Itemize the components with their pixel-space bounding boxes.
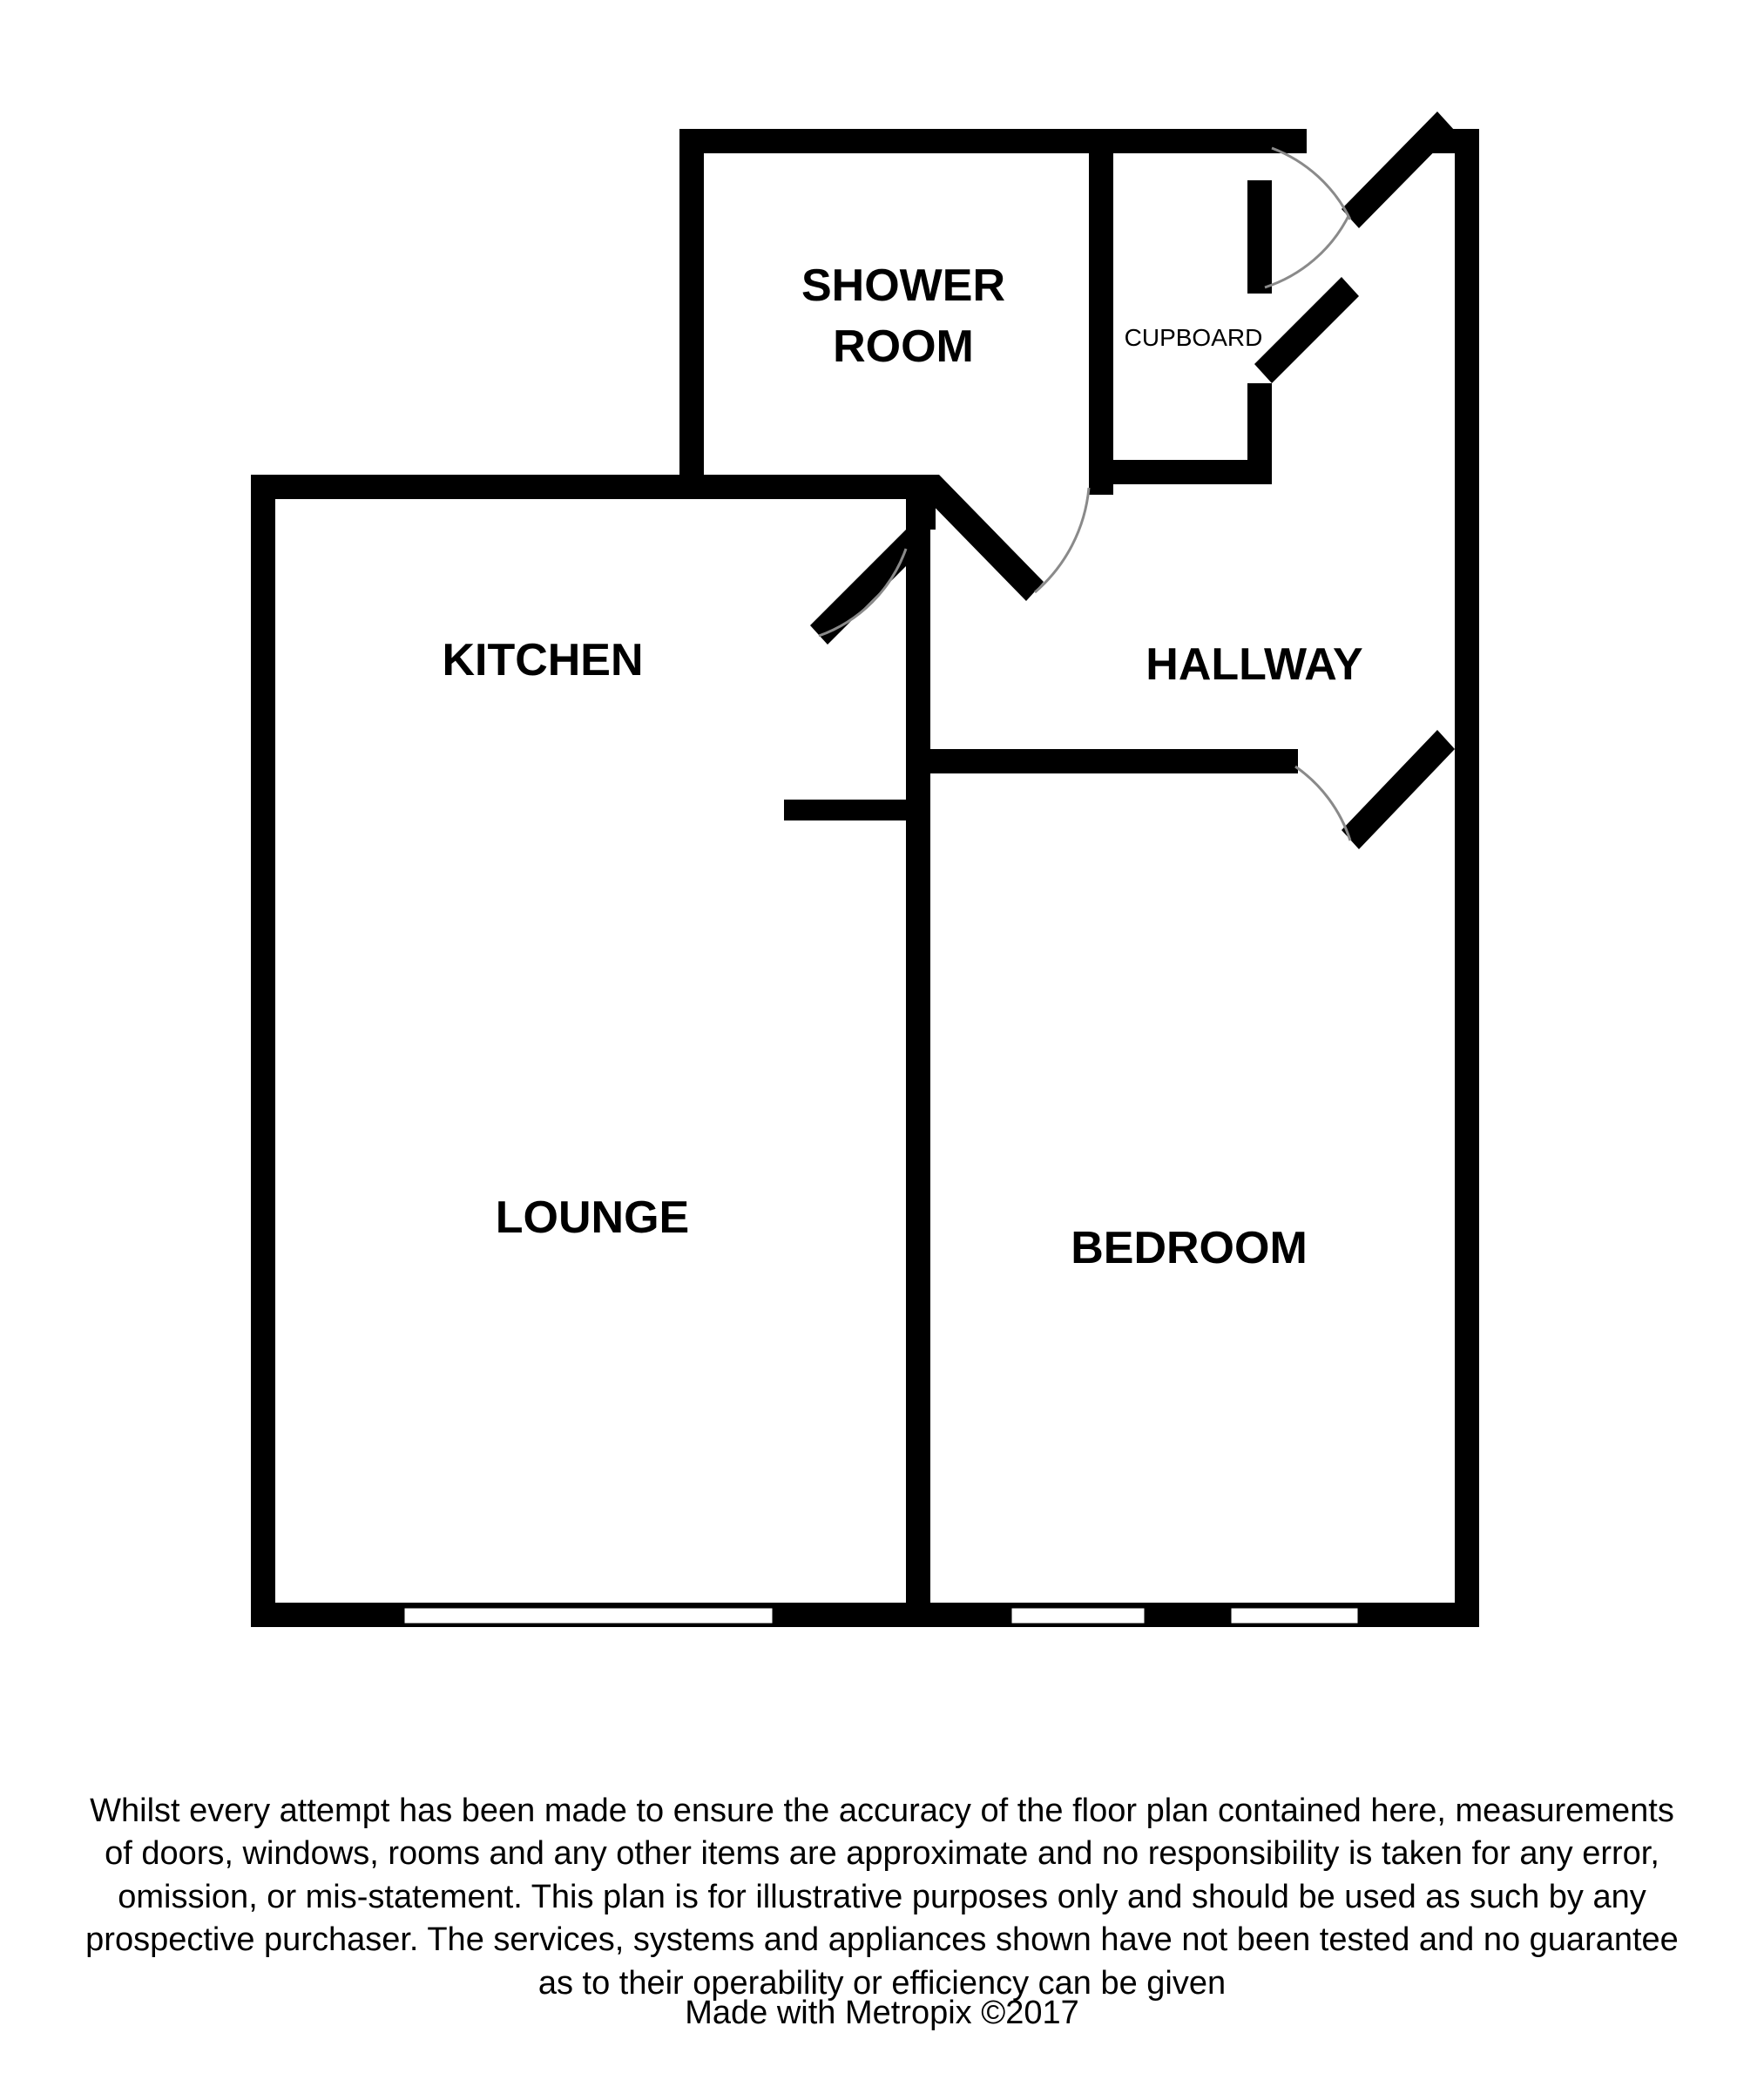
room-label-lounge: LOUNGE [495,1192,690,1243]
door-swing-cupboard [1265,216,1348,287]
wall-shower-left [679,129,704,477]
room-label-kitchen: KITCHEN [442,635,644,685]
credit-line: Made with Metropix ©2017 [685,1995,1079,2031]
disclaimer-line-4: prospective purchaser. The services, systems and appliances shown have not been tested and no guarantee [85,1921,1679,1959]
door-swing-bedroom [1295,766,1350,841]
room-label-cupboard: CUPBOARD [1124,324,1263,351]
disclaimer-line-1: Whilst every attempt has been made to ensure the accuracy of the floor plan contained here, measurements [90,1793,1674,1829]
disclaimer-line-3: omission, or mis-statement. This plan is for illustrative purposes only and should be used as such by any [118,1878,1646,1915]
wall-hall-top-left [704,475,939,499]
wall-hall-bedroom [906,749,1298,773]
room-label-shower-room-line2: ROOM [833,321,974,372]
room-label-hallway: HALLWAY [1146,639,1363,690]
room-label-shower-room-line1: SHOWER [801,260,1005,311]
wall-shower-right [1089,129,1113,495]
wall-outer-right [1455,129,1479,1627]
wall-kitchen-top [251,475,704,499]
room-label-bedroom: BEDROOM [1071,1223,1308,1273]
wall-cupboard-right-upper [1247,180,1272,294]
window-bedroom-left [1010,1607,1146,1624]
wall-kitchen-lounge-stub [784,800,916,820]
disclaimer-line-5: as to their operability or efficiency can be given [537,1964,1227,2002]
disclaimer-text [0,1790,1764,2005]
window-bedroom-right [1230,1607,1359,1624]
wall-diagonal-bedroom-door [1342,730,1455,849]
wall-diagonal-entrance-top [1342,111,1455,228]
wall-outer-left [251,475,275,1627]
wall-internal-vertical [906,488,930,1620]
wall-cupboard-bottom [1089,460,1272,484]
door-swing-entrance [1272,148,1350,219]
wall-top-shower [679,129,1307,153]
wall-diagonal-shower-door [922,475,1044,601]
window-lounge [403,1607,774,1624]
door-swing-shower [1035,488,1089,592]
disclaimer-line-2: of doors, windows, rooms and any other items are approximate and no responsibility is taken for any error, [105,1835,1659,1873]
